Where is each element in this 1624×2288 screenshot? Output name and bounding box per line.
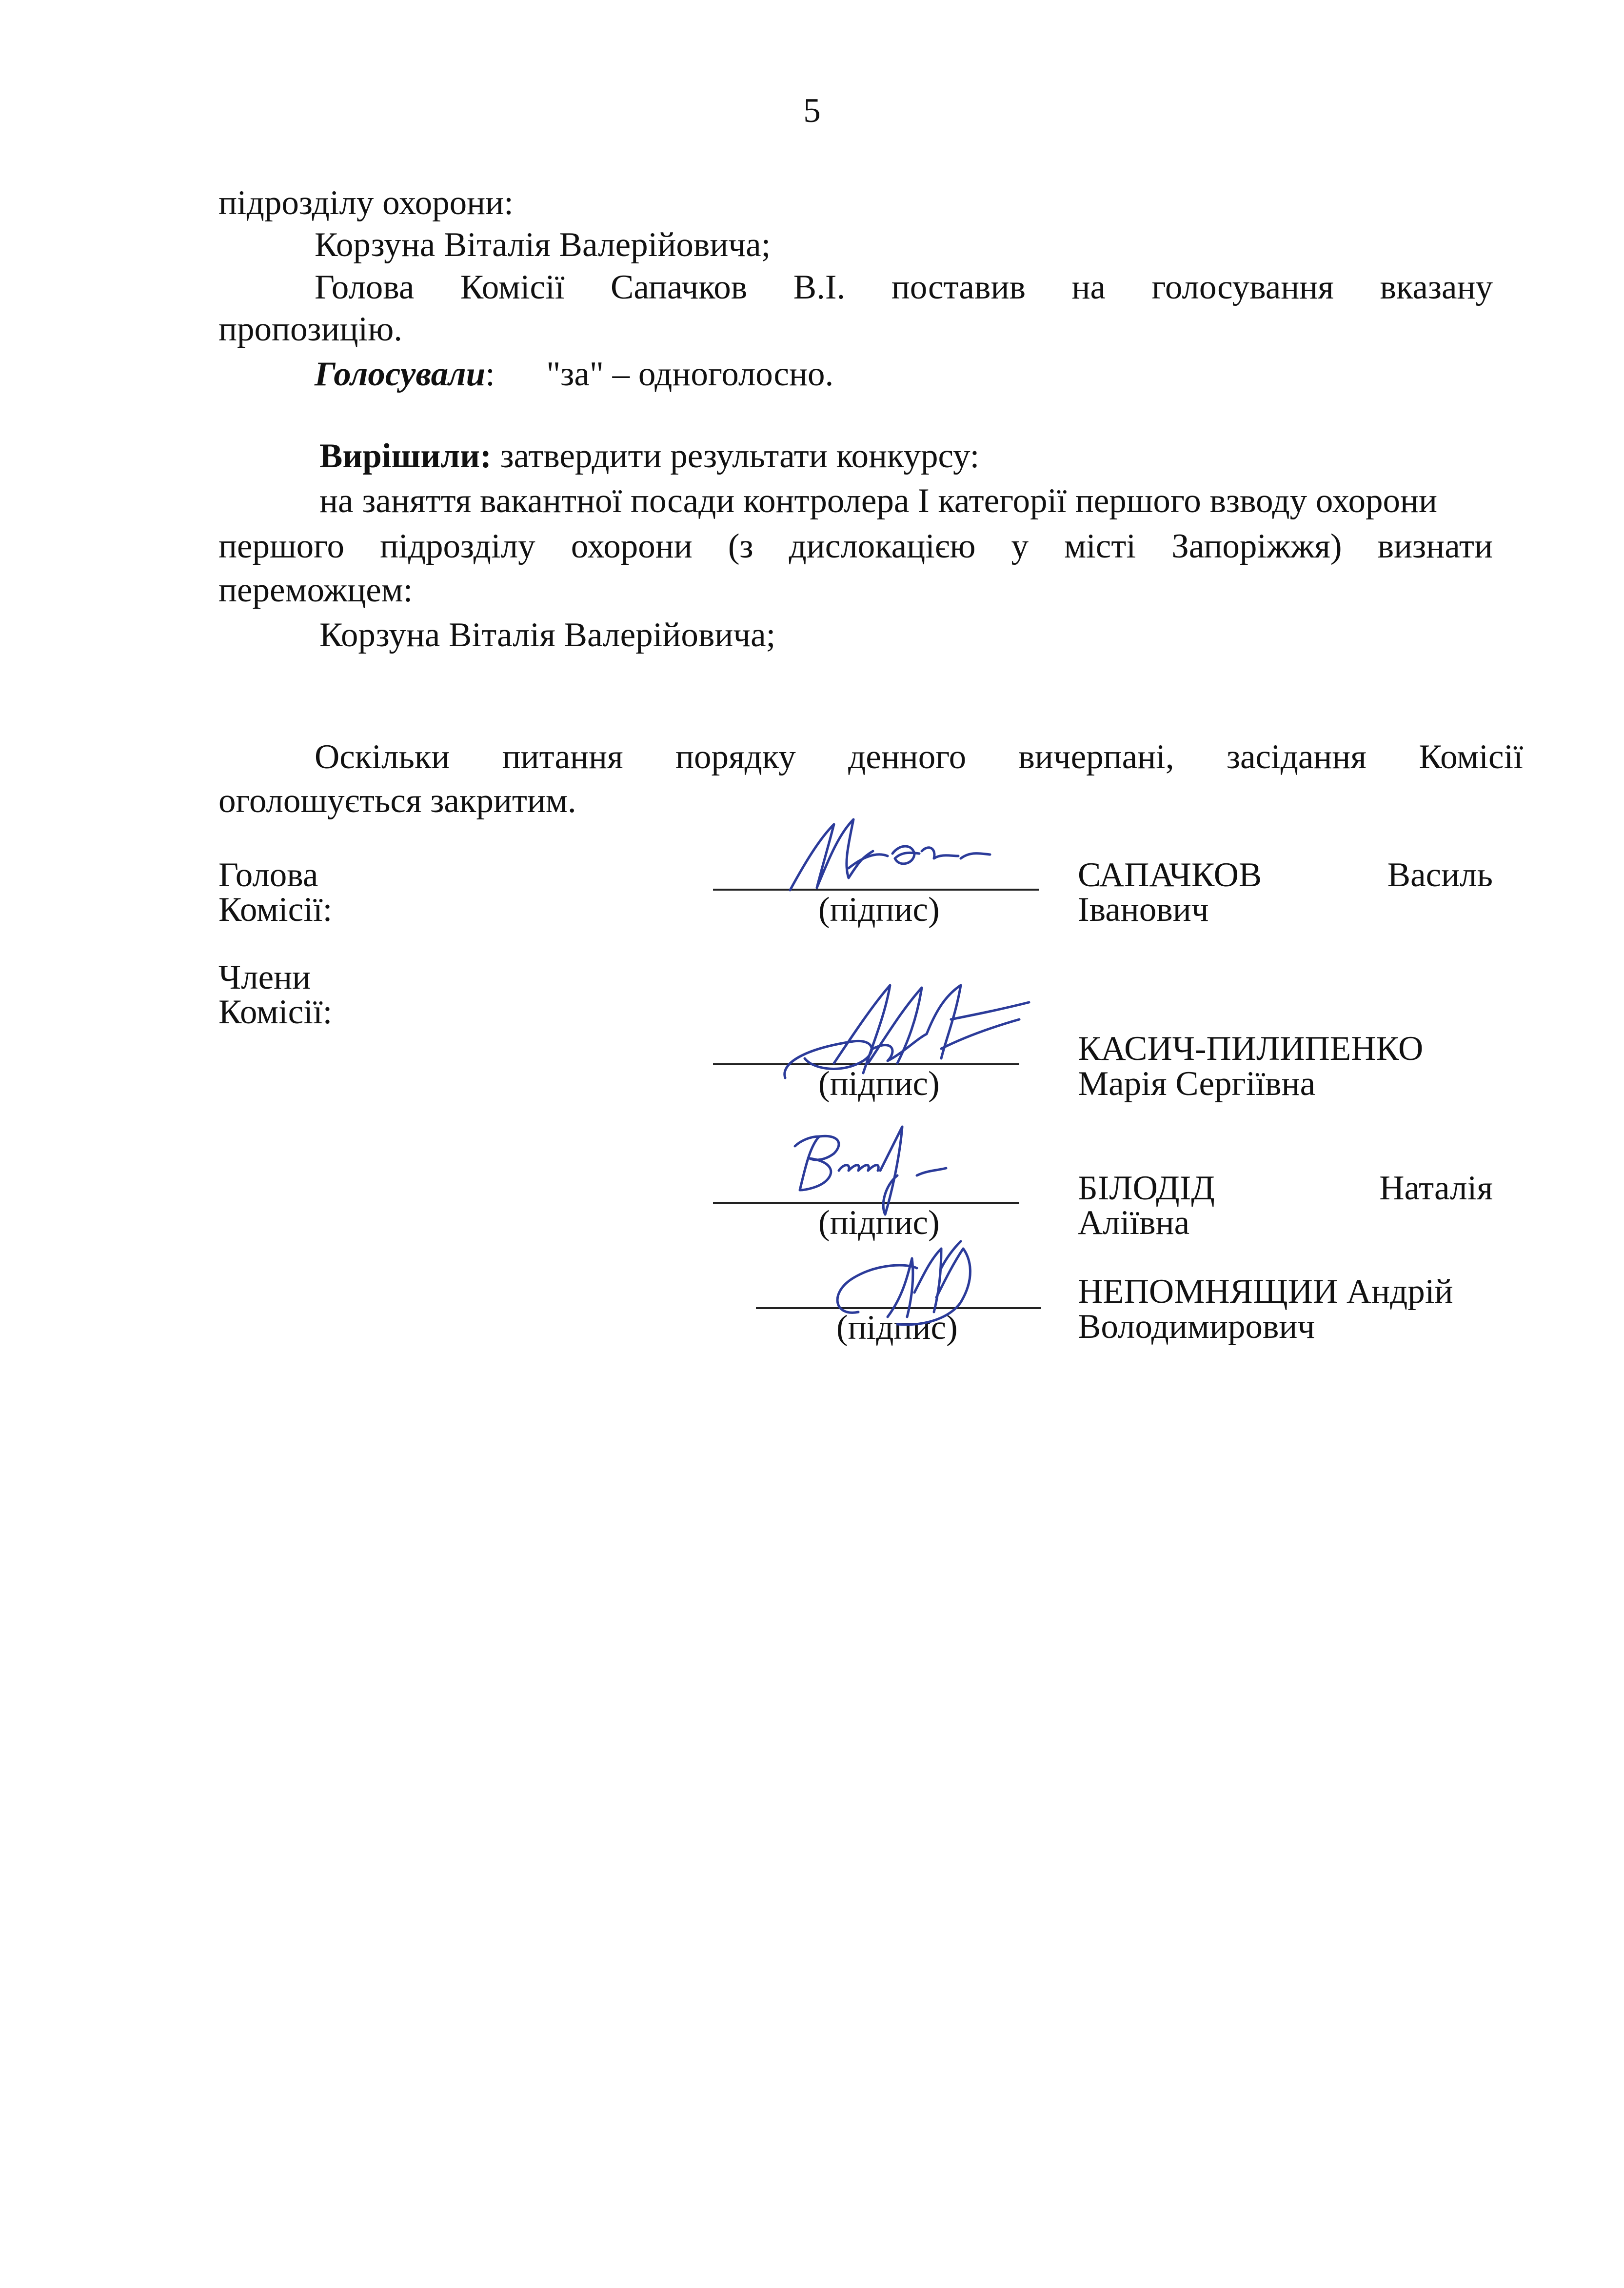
member3-name-line2: Володимирович bbox=[1078, 1308, 1315, 1346]
word: Комісії bbox=[460, 268, 565, 306]
member3-signature bbox=[829, 1219, 1005, 1332]
word: Сапачков bbox=[611, 268, 748, 306]
vote-value: "за" – одноголосно. bbox=[546, 355, 834, 393]
word: порядку bbox=[675, 738, 796, 776]
word: (з bbox=[728, 527, 753, 565]
chair-patronymic: Іванович bbox=[1078, 891, 1209, 929]
word: голосування bbox=[1151, 268, 1334, 306]
signature-caption: (підпис) bbox=[818, 1065, 940, 1103]
vote-line bbox=[315, 354, 833, 395]
paragraph-line: Корзуна Віталія Валерійовича; bbox=[315, 226, 771, 264]
word: Голова bbox=[315, 268, 415, 306]
word: місті bbox=[1064, 527, 1136, 565]
word: вказану bbox=[1380, 268, 1493, 306]
decision-label: Вирішили: bbox=[319, 437, 492, 475]
paragraph-line: переможцем: bbox=[218, 571, 413, 609]
member2-surname: БІЛОДІД bbox=[1078, 1169, 1215, 1207]
word: вичерпані, bbox=[1018, 738, 1174, 776]
word: Комісії bbox=[1419, 738, 1523, 776]
word: Запоріжжя) bbox=[1171, 527, 1342, 565]
signature-caption: (підпис) bbox=[836, 1309, 958, 1347]
word: підрозділу bbox=[380, 527, 535, 565]
member1-name-line2: Марія Сергіївна bbox=[1078, 1065, 1316, 1103]
chair-first-name: Василь bbox=[1387, 856, 1493, 894]
member2-first-name: Наталія bbox=[1379, 1169, 1493, 1207]
paragraph-line: оголошується закритим. bbox=[218, 782, 576, 820]
member1-name-line1: КАСИЧ-ПИЛИПЕНКО bbox=[1078, 1030, 1424, 1068]
word: дислокацією bbox=[789, 527, 976, 565]
chair-signature bbox=[775, 805, 995, 902]
word: денного bbox=[848, 738, 967, 776]
members-label: Члени bbox=[218, 958, 311, 996]
paragraph-line: на заняття вакантної посади контролера І категорії першого взводу охорони bbox=[319, 482, 1437, 520]
word: на bbox=[1071, 268, 1106, 306]
member2-signature bbox=[780, 1107, 995, 1219]
paragraph-line: Корзуна Віталія Валерійовича; bbox=[319, 616, 776, 654]
member3-name-line1: НЕПОМНЯЩИИ Андрій bbox=[1078, 1273, 1453, 1311]
word: питання bbox=[502, 738, 623, 776]
chair-label: Комісії: bbox=[218, 891, 333, 929]
word: Оскільки bbox=[315, 738, 450, 776]
word: першого bbox=[218, 527, 345, 565]
member1-signature bbox=[775, 966, 1049, 1093]
chair-surname: САПАЧКОВ bbox=[1078, 856, 1262, 894]
decision-heading bbox=[319, 436, 979, 477]
members-label: Комісії: bbox=[218, 993, 333, 1031]
vote-label: Голосували bbox=[315, 355, 486, 393]
page-number: 5 bbox=[803, 92, 821, 130]
member2-patronymic: Аліївна bbox=[1078, 1204, 1190, 1242]
word: у bbox=[1011, 527, 1029, 565]
paragraph-line: підрозділу охорони: bbox=[218, 184, 514, 222]
paragraph-line-justified bbox=[315, 267, 1493, 308]
word: визнати bbox=[1377, 527, 1493, 565]
paragraph-line: пропозицію. bbox=[218, 310, 403, 348]
vote-colon: : bbox=[485, 355, 495, 393]
decision-text: затвердити результати конкурсу: bbox=[491, 437, 980, 475]
signature-caption: (підпис) bbox=[818, 891, 940, 929]
word: засідання bbox=[1226, 738, 1367, 776]
paragraph-line-justified bbox=[218, 526, 1493, 567]
chair-label: Голова bbox=[218, 856, 318, 894]
paragraph-line-justified bbox=[315, 736, 1523, 777]
word: охорони bbox=[571, 527, 693, 565]
word: поставив bbox=[891, 268, 1026, 306]
word: В.І. bbox=[793, 268, 846, 306]
signature-caption: (підпис) bbox=[818, 1204, 940, 1242]
